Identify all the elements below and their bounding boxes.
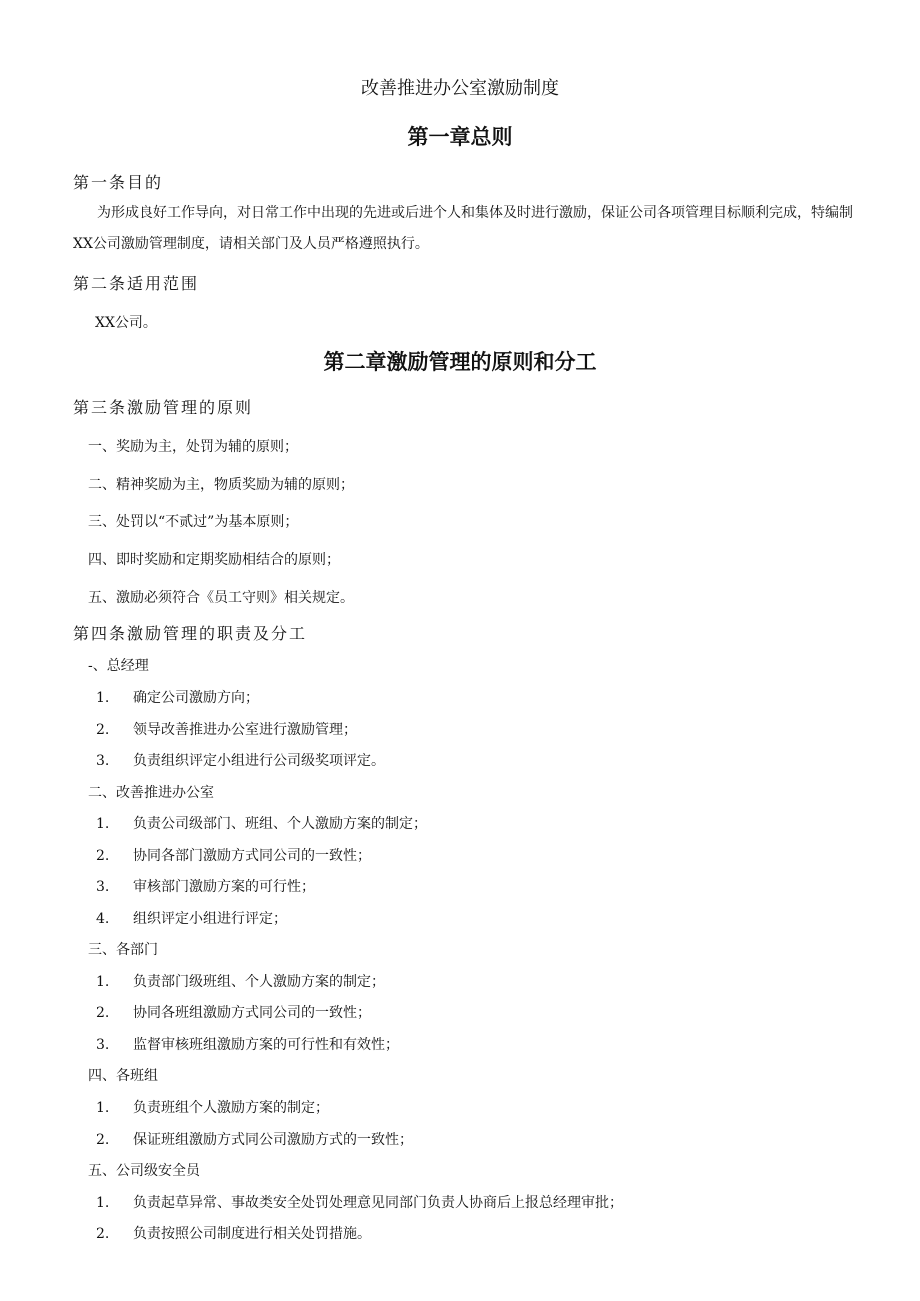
item-number: 3. (96, 1037, 110, 1053)
item-number: 3. (96, 879, 110, 895)
item-text: 保证班组激励方式同公司激励方式的一致性； (133, 1132, 413, 1148)
item-number: 1. (96, 1195, 110, 1211)
principle-item: 五、激励必须符合《员工守则》相关规定。 (88, 590, 354, 606)
item-text: 协同各部门激励方式同公司的一致性； (133, 848, 371, 864)
item-text: 领导改善推进办公室进行激励管理； (133, 722, 357, 738)
item-text: 确定公司激励方向； (133, 690, 259, 706)
item-text: 监督审核班组激励方案的可行性和有效性； (133, 1037, 399, 1053)
item-number: 2. (96, 1132, 110, 1148)
section-title: 二、改善推进办公室 (88, 785, 214, 801)
item-text: 负责部门级班组、个人激励方案的制定； (133, 974, 385, 990)
item-text: 协同各班组激励方式同公司的一致性； (133, 1005, 371, 1021)
section-title: 五、公司级安全员 (88, 1163, 200, 1179)
item-text: 负责班组个人激励方案的制定； (133, 1100, 329, 1116)
principle-item: 二、精神奖励为主，物质奖励为辅的原则； (88, 477, 354, 493)
item-text: 组织评定小组进行评定； (133, 911, 287, 927)
principle-item: 一、奖励为主，处罚为辅的原则； (88, 439, 298, 455)
section-title: 四、各班组 (88, 1068, 158, 1084)
item-text: 负责按照公司制度进行相关处罚措施。 (133, 1226, 371, 1242)
item-number: 3. (96, 753, 110, 769)
item-number: 4. (96, 911, 110, 927)
item-number: 1. (96, 974, 110, 990)
item-text: 审核部门激励方案的可行性； (133, 879, 315, 895)
article-2-heading: 第二条适用范围 (73, 274, 200, 293)
chapter-1-heading: 第一章总则 (407, 125, 513, 149)
item-text: 负责组织评定小组进行公司级奖项评定。 (133, 753, 385, 769)
article-3-heading: 第三条激励管理的原则 (73, 398, 254, 417)
section-title: -、总经理 (88, 658, 149, 674)
item-number: 1. (96, 690, 110, 706)
article-2-body: XX公司。 (95, 315, 157, 331)
item-number: 2. (96, 1005, 110, 1021)
document-title: 改善推进办公室激励制度 (361, 78, 559, 99)
item-number: 1. (96, 1100, 110, 1116)
principle-item: 四、即时奖励和定期奖励相结合的原则； (88, 552, 340, 568)
article-1-body: 为形成良好工作导向，对日常工作中出现的先进或后进个人和集体及时进行激励，保证公司各项管理目标顺利完成，特编制XX公司激励管理制度，请相关部门及人员严格遵照执行。 (73, 205, 853, 252)
item-number: 2. (96, 722, 110, 738)
chapter-2-heading: 第二章激励管理的原则和分工 (323, 350, 597, 374)
item-number: 2. (96, 1226, 110, 1242)
principle-item: 三、处罚以“不贰过”为基本原则； (88, 514, 299, 530)
item-number: 2. (96, 848, 110, 864)
item-text: 负责起草异常、事故类安全处罚处理意见同部门负责人协商后上报总经理审批； (133, 1195, 623, 1211)
item-number: 1. (96, 816, 110, 832)
article-1-heading: 第一条目的 (73, 173, 164, 192)
section-title: 三、各部门 (88, 942, 158, 958)
item-text: 负责公司级部门、班组、个人激励方案的制定； (133, 816, 427, 832)
article-4-heading: 第四条激励管理的职责及分工 (73, 624, 308, 643)
